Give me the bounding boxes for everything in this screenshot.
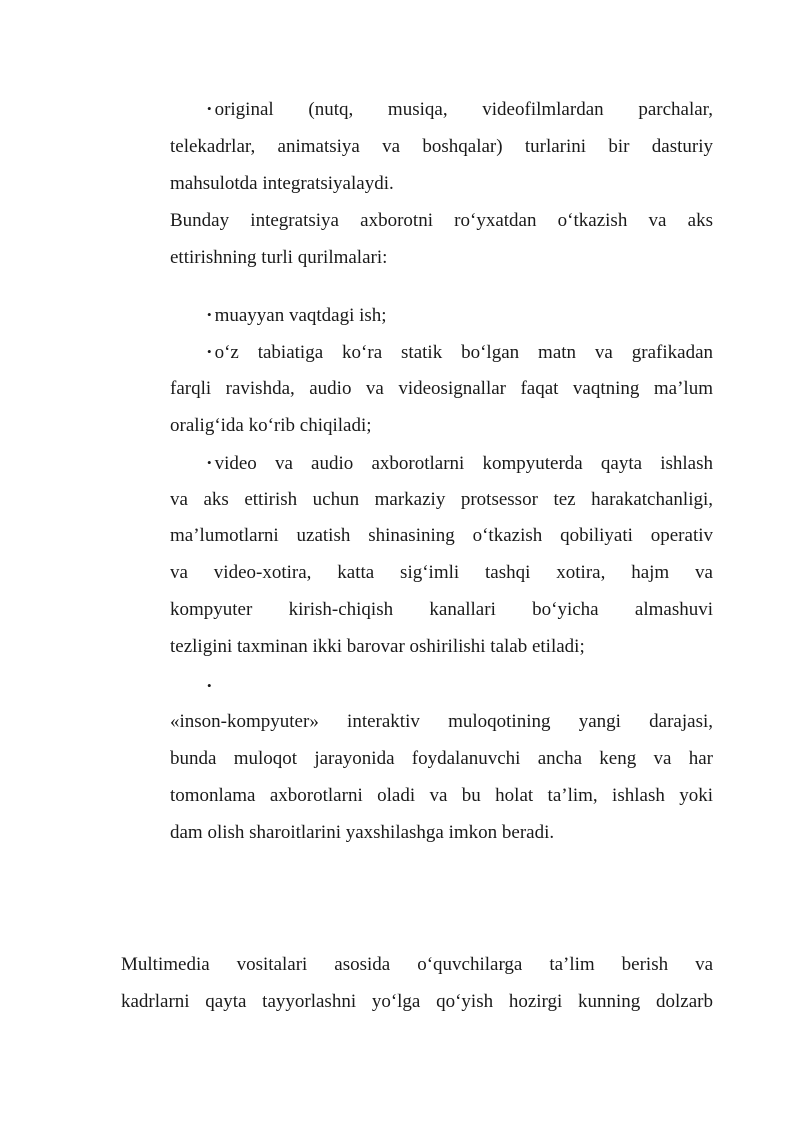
bullet-interactive-line-2	[170, 747, 713, 771]
bullet-video-line-1	[207, 451, 713, 476]
bullet-nature-line-3	[170, 414, 713, 438]
paragraph-multimedia-line-1	[121, 953, 713, 977]
bullet-video-line-6	[170, 635, 713, 659]
text-line: bunda muloqot jarayonida foydalanuvchi ancha keng va har	[170, 748, 713, 769]
text-line: ettirishning turli qurilmalari:	[170, 247, 388, 268]
text-line: ma’lumotlarni uzatish shinasining o‘tkazish qobiliyati operativ	[170, 525, 713, 546]
text-line: original (nutq, musiqa, videofilmlardan parchalar,	[214, 99, 713, 120]
text-line: Bunday integratsiya axborotni ro‘yxatdan o‘tkazish va aks	[170, 210, 713, 231]
text-line: muayyan vaqtdagi ish;	[214, 305, 387, 326]
bullet-time-line-1	[207, 303, 713, 328]
bullet-interactive-line-1	[170, 710, 713, 734]
text-line: o‘z tabiatiga ko‘ra statik bo‘lgan matn va grafikadan	[214, 342, 713, 363]
text-line: oralig‘ida ko‘rib chiqiladi;	[170, 415, 372, 436]
text-line: dam olish sharoitlarini yaxshilashga imkon beradi.	[170, 822, 555, 843]
text-line: telekadrlar, animatsiya va boshqalar) turlarini bir dasturiy	[170, 136, 713, 157]
bullet-nature-line-1	[207, 340, 713, 365]
bullet-video-line-4	[170, 561, 713, 585]
text-line: Multimedia vositalari asosida o‘quvchilarga ta’lim berish va	[121, 954, 713, 975]
bullet-icon: •	[207, 101, 212, 116]
bullet-video-line-5	[170, 598, 713, 622]
text-line: tomonlama axborotlarni oladi va bu holat ta’lim, ishlash yoki	[170, 785, 713, 806]
text-line: «inson-kompyuter» interaktiv muloqotining yangi darajasi,	[170, 711, 713, 732]
bullet-icon: •	[207, 307, 212, 322]
paragraph-multimedia-line-2	[121, 990, 713, 1014]
text-line: va video-xotira, katta sig‘imli tashqi xotira, hajm va	[170, 562, 713, 583]
bullet-original-line-3	[170, 172, 713, 196]
bullet-icon: •	[207, 455, 212, 470]
text-line: mahsulotda integratsiyalaydi.	[170, 173, 394, 194]
text-line: video va audio axborotlarni kompyuterda qayta ishlash	[214, 453, 713, 474]
text-line: kompyuter kirish-chiqish kanallari bo‘yicha almashuvi	[170, 599, 713, 620]
paragraph-integration-line-2	[170, 246, 713, 270]
bullet-original-line-2	[170, 135, 713, 159]
text-line: tezligini taxminan ikki barovar oshirilishi talab etiladi;	[170, 636, 585, 657]
text-line: farqli ravishda, audio va videosignallar faqat vaqtning ma’lum	[170, 378, 713, 399]
text-line: va aks ettirish uchun markaziy protsessor tez harakatchanligi,	[170, 489, 713, 510]
bullet-video-line-2	[170, 488, 713, 512]
bullet-icon: •	[207, 344, 212, 359]
bullet-interactive-line-4	[170, 821, 713, 845]
bullet-original-line-1	[207, 97, 713, 122]
bullet-interactive-line-3	[170, 784, 713, 808]
bullet-nature-line-2	[170, 377, 713, 401]
bullet-icon: •	[207, 678, 212, 693]
bullet-video-line-3	[170, 524, 713, 548]
paragraph-integration-line-1	[170, 209, 713, 233]
text-line: kadrlarni qayta tayyorlashni yo‘lga qo‘yish hozirgi kunning dolzarb	[121, 991, 713, 1012]
